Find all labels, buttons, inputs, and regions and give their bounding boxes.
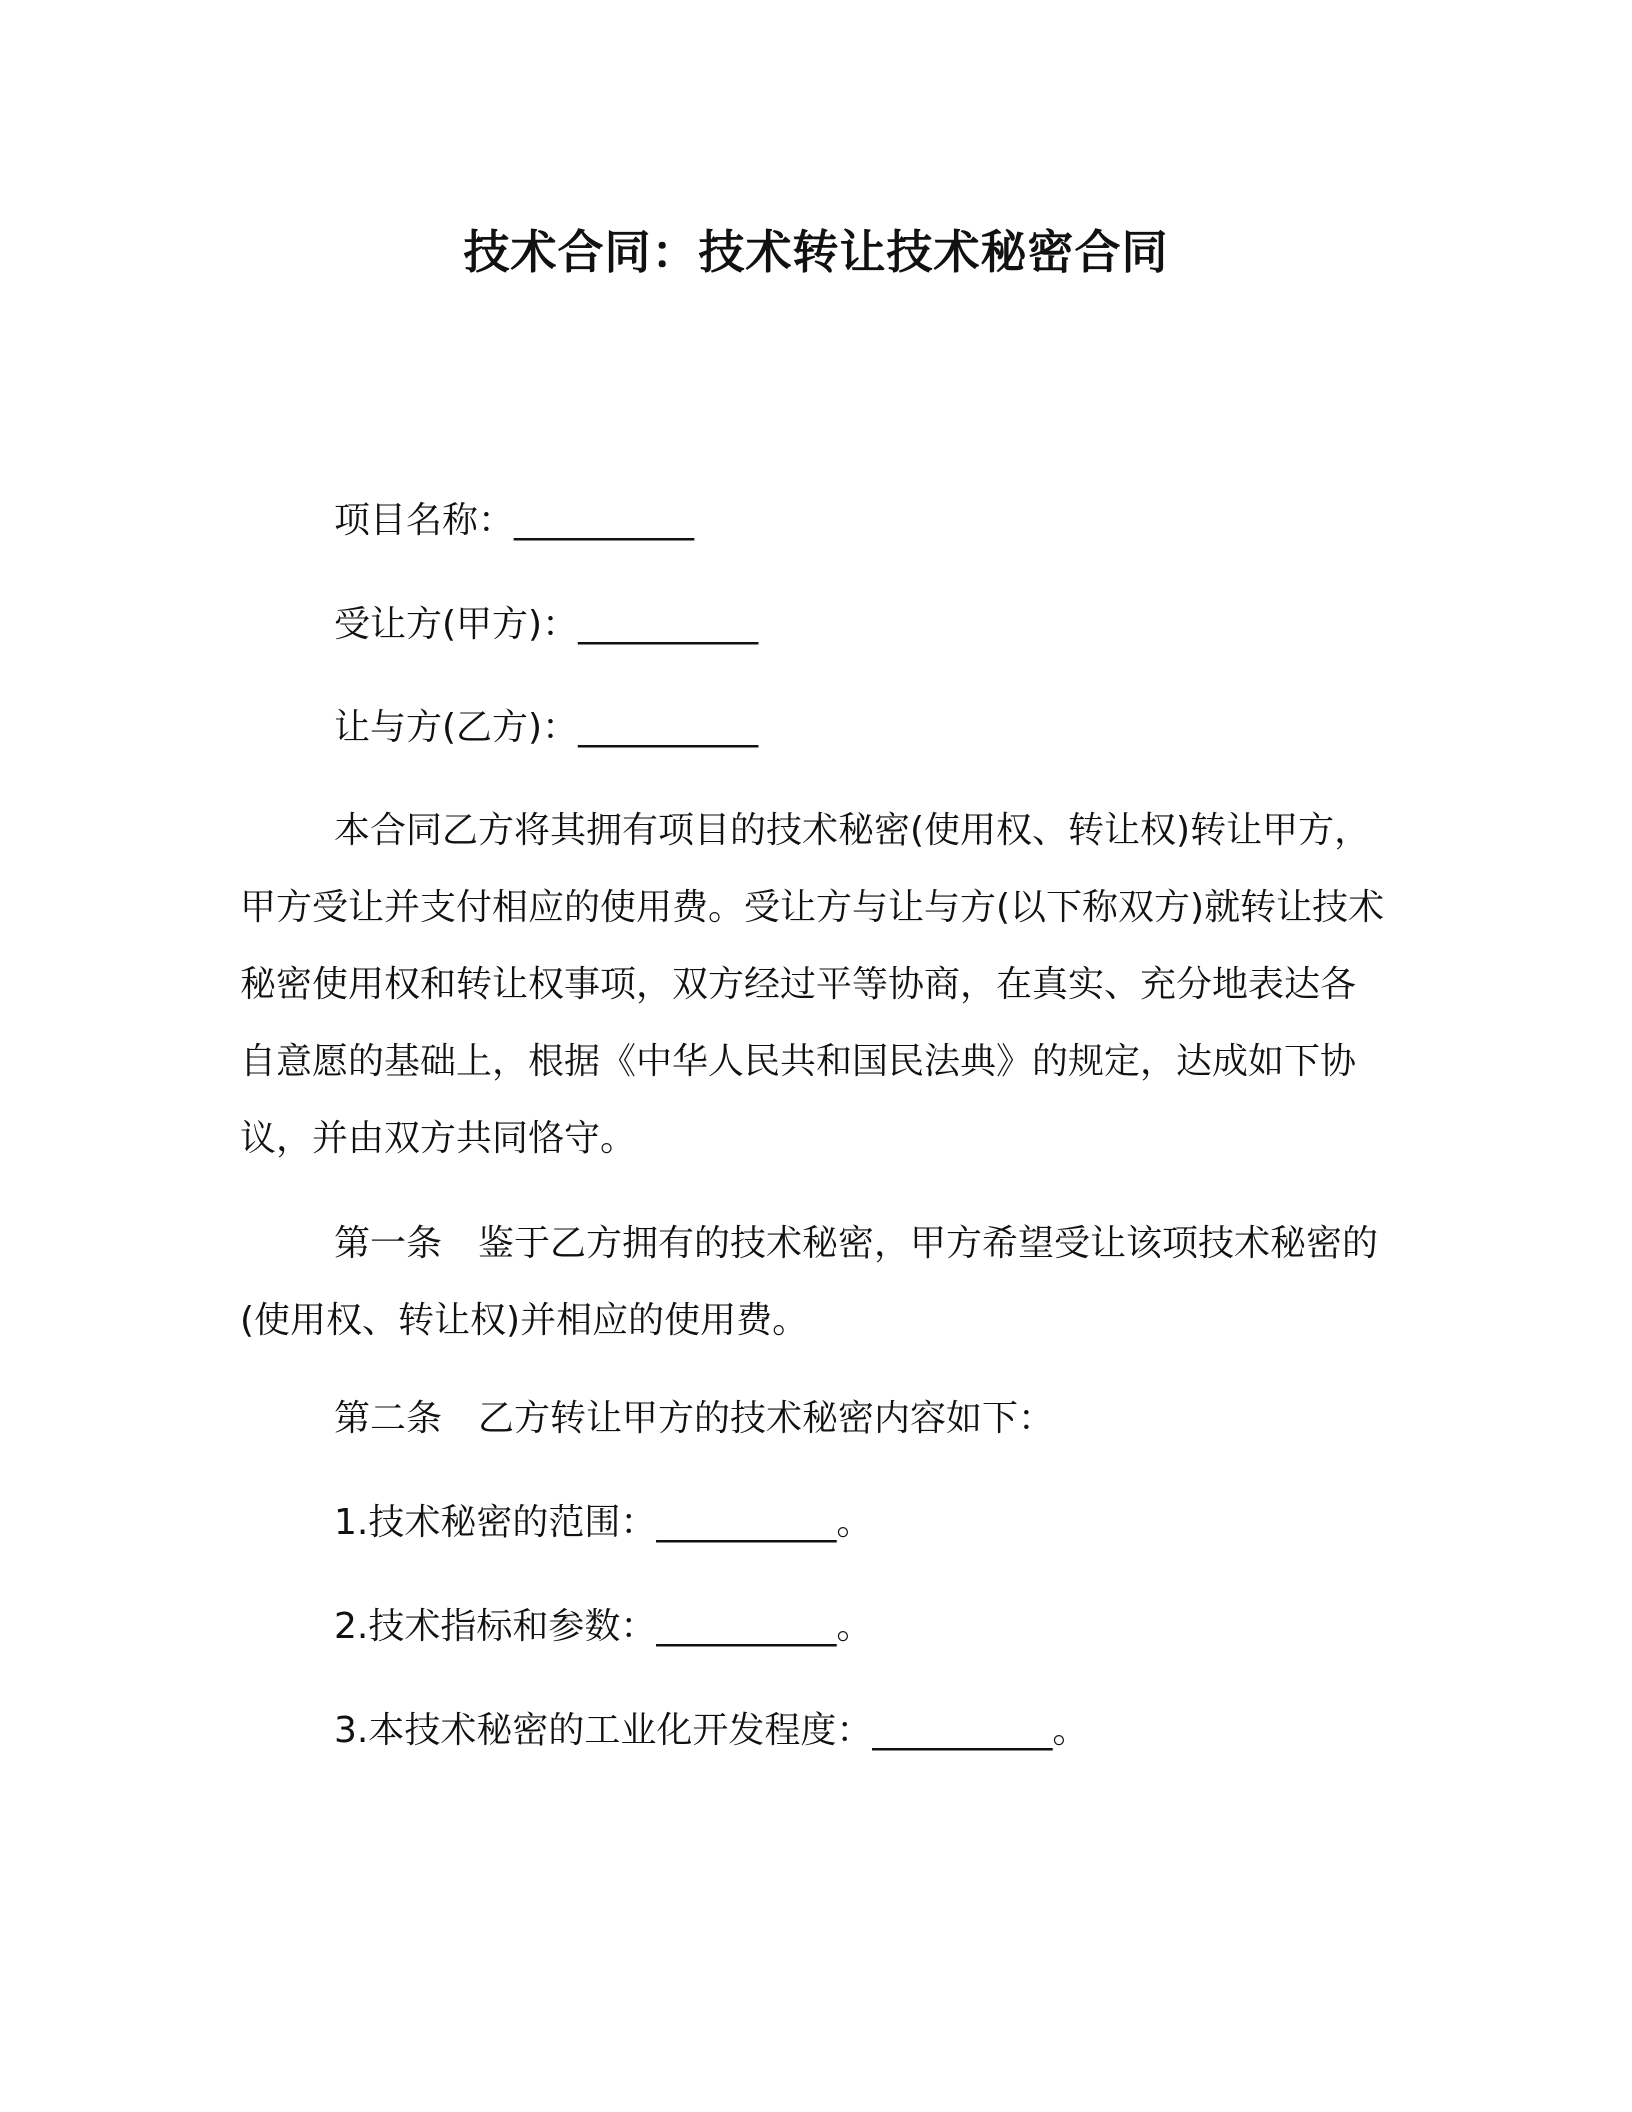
transferee-field: 受让方(甲方)：__________	[334, 604, 759, 645]
article-1: 第一条 鉴于乙方拥有的技术秘密，甲方希望受让该项技术秘密的(使用权、转让权)并相应的使用费。	[240, 1223, 1379, 1341]
preamble-paragraph: 本合同乙方将其拥有项目的技术秘密(使用权、转让权)转让甲方，甲方受让并支付相应的使用费。受让方与让与方(以下称双方)就转让技术秘密使用权和转让权事项，双方经过平等协商，在真实、充分地表达各自意愿的基础上，根据《中华人民共和国民法典》的规定，达成如下协议，并由双方共同恪守。	[240, 810, 1385, 1159]
document-title: 技术合同：技术转让技术秘密合同	[463, 225, 1169, 279]
article-2: 第二条 乙方转让甲方的技术秘密内容如下：	[334, 1398, 1055, 1439]
project-name-field: 项目名称：__________	[334, 500, 695, 541]
item-2: 2.技术指标和参数：__________。	[334, 1606, 873, 1647]
transferor-field: 让与方(乙方)：__________	[334, 707, 759, 748]
item-3: 3.本技术秘密的工业化开发程度：__________。	[334, 1710, 1089, 1751]
item-1: 1.技术秘密的范围：__________。	[334, 1502, 873, 1543]
